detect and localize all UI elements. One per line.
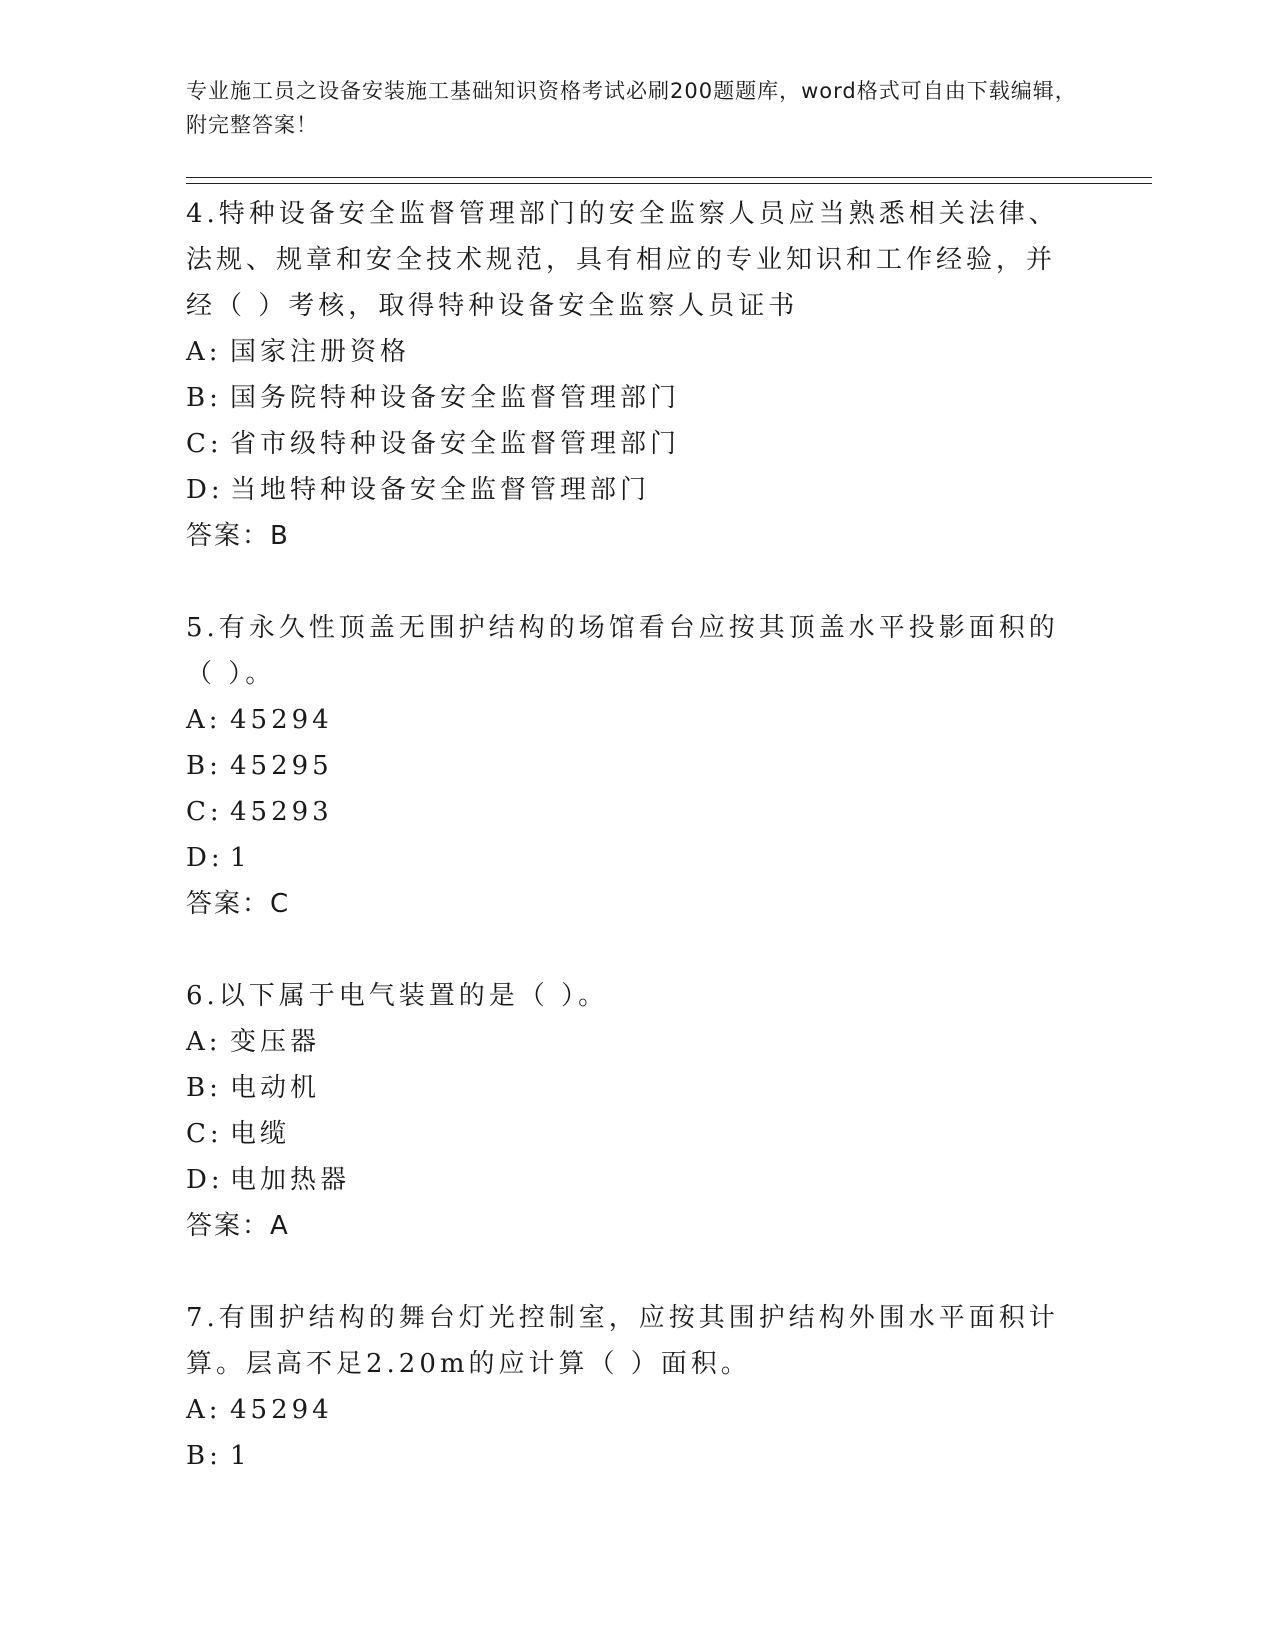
option-key: D: — [186, 843, 224, 873]
option-d — [186, 1157, 1066, 1203]
option-a — [186, 1019, 1066, 1065]
option-a — [186, 1387, 1066, 1433]
option-text: 当地特种设备安全监督管理部门 — [230, 475, 651, 505]
option-d — [186, 835, 1066, 881]
option-b — [186, 743, 1066, 789]
option-c — [186, 421, 1066, 467]
option-key: A: — [186, 1395, 222, 1425]
option-key: A: — [186, 337, 222, 367]
option-key: B: — [186, 1073, 222, 1103]
question-4 — [186, 191, 1066, 559]
option-a — [186, 329, 1066, 375]
option-key: B: — [186, 383, 222, 413]
question-7 — [186, 1295, 1066, 1479]
option-key: D: — [186, 1165, 224, 1195]
option-key: A: — [186, 1027, 222, 1057]
option-b — [186, 1065, 1066, 1111]
option-text: 1 — [230, 843, 251, 873]
document-header: 专业施工员之设备安装施工基础知识资格考试必刷200题题库，word格式可自由下载编辑，附完整答案！ — [186, 79, 1077, 137]
question-6 — [186, 973, 1066, 1249]
option-b — [186, 1433, 1066, 1479]
option-text: 变压器 — [230, 1027, 321, 1057]
option-a — [186, 697, 1066, 743]
option-b — [186, 375, 1066, 421]
option-key: C: — [186, 797, 223, 827]
option-key: B: — [186, 1441, 222, 1471]
option-text: 电加热器 — [230, 1165, 351, 1195]
question-text: 5.有永久性顶盖无围护结构的场馆看台应按其顶盖水平投影面积的（ ）。 — [186, 613, 1059, 689]
option-text: 电缆 — [230, 1119, 291, 1149]
option-text: 国务院特种设备安全监督管理部门 — [230, 383, 681, 413]
option-text: 省市级特种设备安全监督管理部门 — [230, 429, 681, 459]
header-divider-bottom — [186, 183, 1152, 184]
option-text: 电动机 — [230, 1073, 321, 1103]
question-text: 7.有围护结构的舞台灯光控制室，应按其围护结构外围水平面积计算。层高不足2.20m的应计算（ ）面积。 — [186, 1303, 1059, 1379]
question-5 — [186, 605, 1066, 927]
option-d — [186, 467, 1066, 513]
option-text: 45294 — [230, 705, 333, 735]
answer-line: 答案：B — [186, 521, 290, 551]
option-c — [186, 789, 1066, 835]
option-key: D: — [186, 475, 224, 505]
option-text: 1 — [230, 1441, 251, 1471]
option-key: C: — [186, 1119, 223, 1149]
option-text: 45295 — [230, 751, 333, 781]
question-text: 4.特种设备安全监督管理部门的安全监察人员应当熟悉相关法律、法规、规章和安全技术规范，具有相应的专业知识和工作经验，并经（ ）考核，取得特种设备安全监察人员证书 — [186, 199, 1059, 321]
option-text: 45293 — [230, 797, 333, 827]
question-list — [186, 191, 1066, 1479]
question-text: 6.以下属于电气装置的是（ ）。 — [186, 981, 609, 1011]
answer-line: 答案：C — [186, 889, 291, 919]
option-c — [186, 1111, 1066, 1157]
option-text: 国家注册资格 — [230, 337, 411, 367]
header-divider-top — [186, 177, 1152, 178]
answer-line: 答案：A — [186, 1211, 290, 1241]
option-key: B: — [186, 751, 222, 781]
option-text: 45294 — [230, 1395, 333, 1425]
option-key: C: — [186, 429, 223, 459]
option-key: A: — [186, 705, 222, 735]
